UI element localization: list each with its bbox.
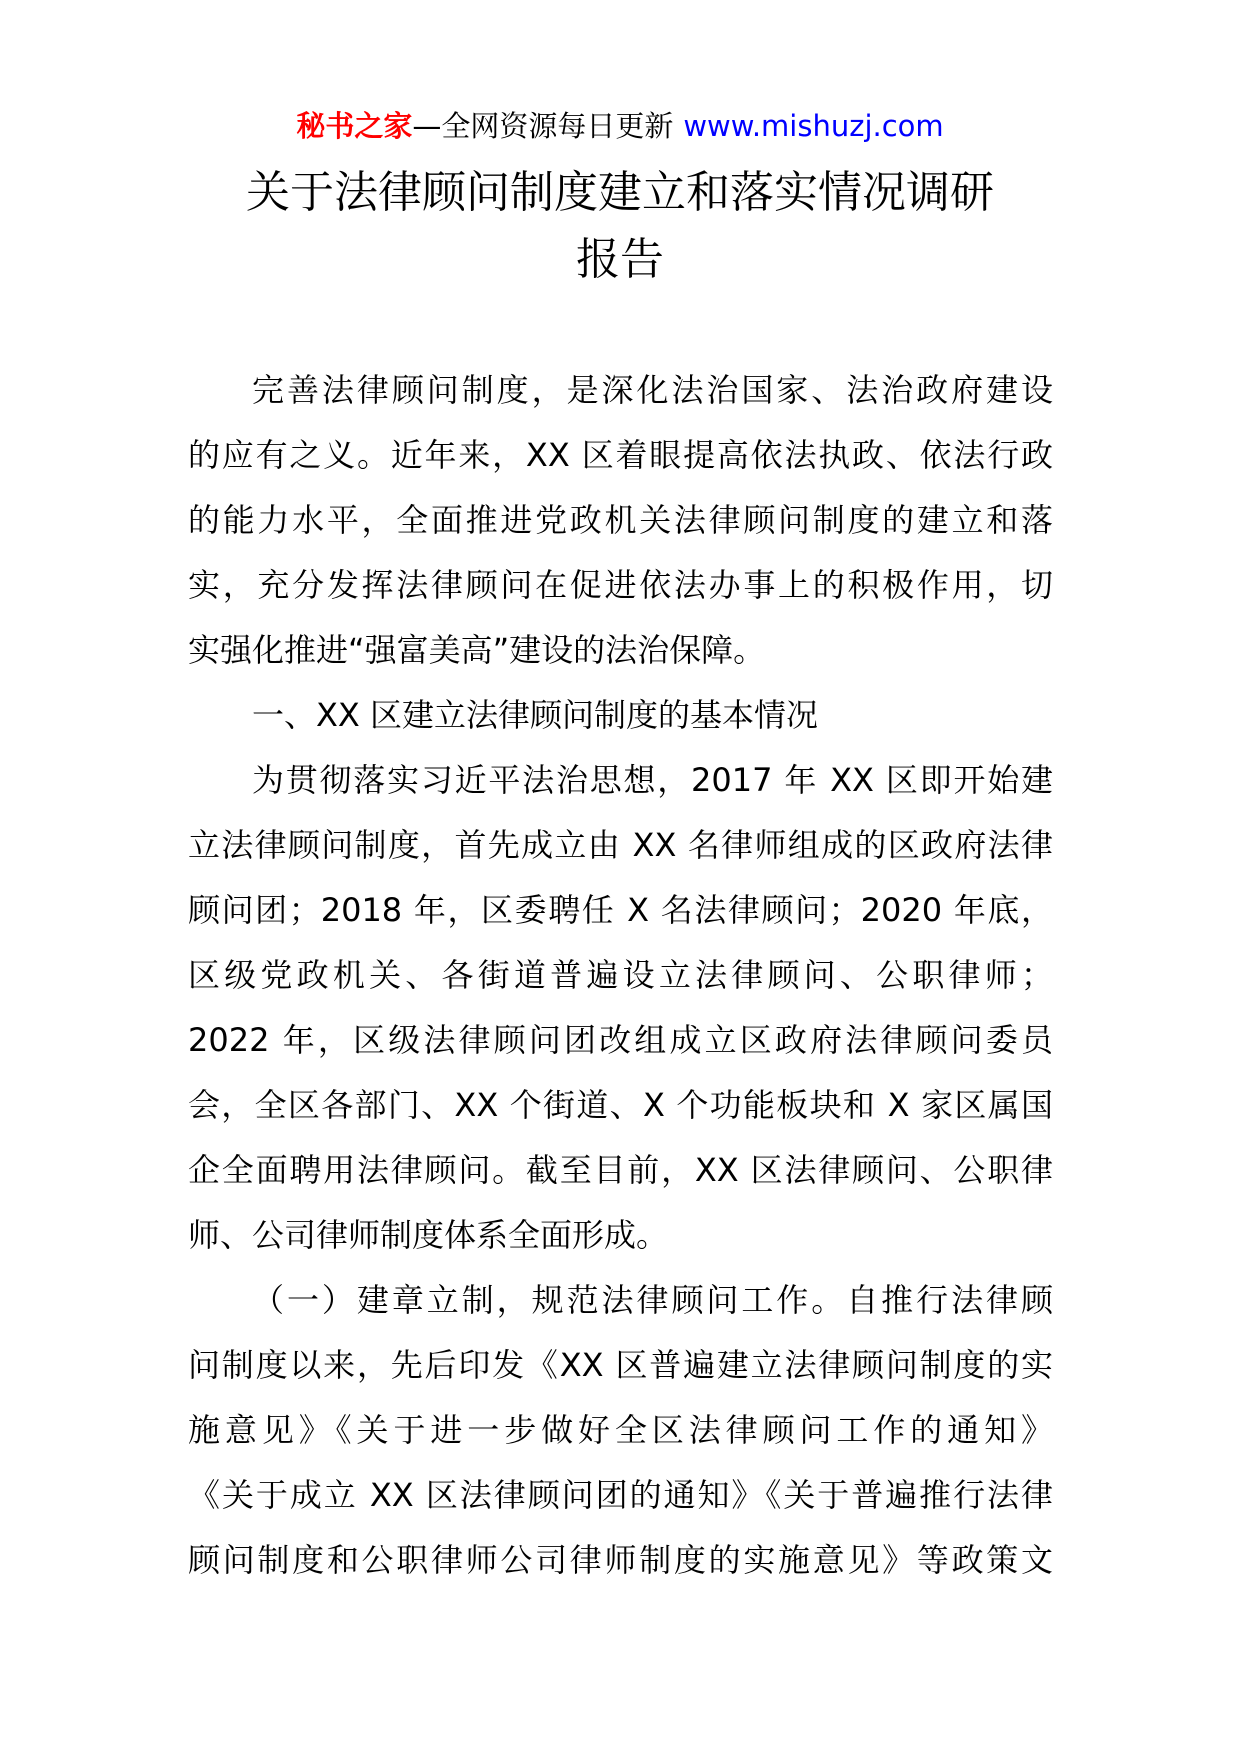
document-title-line-1: 关于法律顾问制度建立和落实情况调研 [246,167,994,218]
paragraph-line: 顾问制度和公职律师公司律师制度的实施意见》等政策文 [188,1541,1053,1579]
paragraph-line: 实强化推进“强富美高”建设的法治保障。 [188,631,766,669]
paragraph-line: 实，充分发挥法律顾问在促进依法办事上的积极作用，切 [188,566,1053,604]
paragraph-line: 《关于成立 XX 区法律顾问团的通知》《关于普遍推行法律 [188,1476,1053,1514]
paragraph-line: 为贯彻落实习近平法治思想，2017 年 XX 区即开始建 [252,761,1053,799]
section-heading: 一、XX 区建立法律顾问制度的基本情况 [252,696,819,734]
site-header [0,104,1240,148]
paragraph-line: 师、公司律师制度体系全面形成。 [188,1216,669,1254]
paragraph-line: 施意见》《关于进一步做好全区法律顾问工作的通知》 [188,1411,1053,1449]
paragraph-line: 2022 年，区级法律顾问团改组成立区政府法律顾问委员 [188,1021,1053,1059]
paragraph-line: 企全面聘用法律顾问。截至目前，XX 区法律顾问、公职律 [188,1151,1053,1189]
paragraph-line: 立法律顾问制度，首先成立由 XX 名律师组成的区政府法律 [188,826,1053,864]
paragraph-line: 完善法律顾问制度，是深化法治国家、法治政府建设 [252,371,1053,409]
paragraph-line: 的能力水平，全面推进党政机关法律顾问制度的建立和落 [188,501,1053,539]
brand-name: 秘书之家 [296,109,413,143]
header-slogan: —全网资源每日更新 [412,109,674,143]
paragraph-line: 会，全区各部门、XX 个街道、X 个功能板块和 X 家区属国 [188,1086,1053,1124]
paragraph-line: 顾问团；2018 年，区委聘任 X 名法律顾问；2020 年底， [188,891,1053,929]
site-url-link[interactable]: www.mishuzj.com [683,109,944,143]
paragraph-line: 问制度以来，先后印发《XX 区普遍建立法律顾问制度的实 [188,1346,1053,1384]
document-title-line-2: 报告 [576,234,664,285]
subsection-line: （一）建章立制，规范法律顾问工作。自推行法律顾 [252,1281,1053,1319]
document-body [188,358,1053,1593]
paragraph-line: 区级党政机关、各街道普遍设立法律顾问、公职律师； [188,956,1053,994]
paragraph-line: 的应有之义。近年来，XX 区着眼提高依法执政、依法行政 [188,436,1053,474]
